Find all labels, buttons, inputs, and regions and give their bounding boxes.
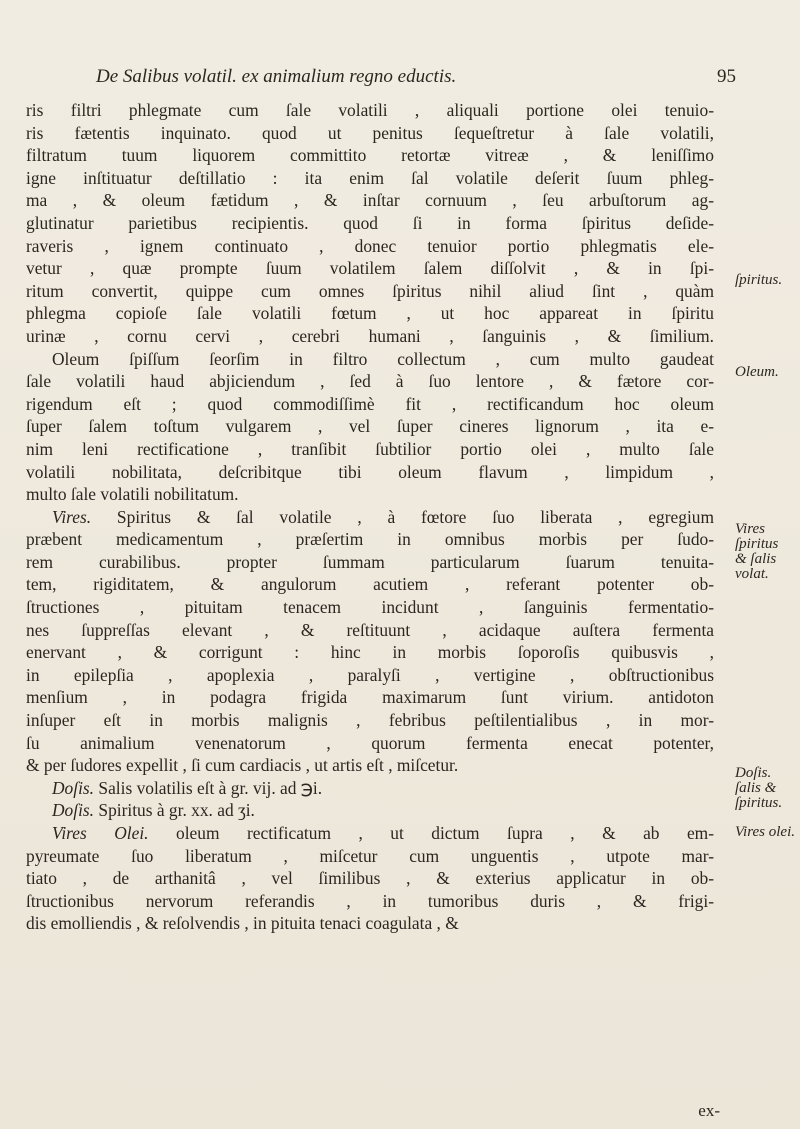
rubric-label: Doſis. — [52, 800, 95, 821]
text-line: in epilepſia , apoplexia , paralyſi , vertigine , obſtructionibus — [26, 664, 714, 685]
text-line: ris filtri phlegmate cum ſale volatili , aliquali portione olei tenuio- — [26, 100, 714, 120]
catchword: ex- — [698, 1101, 720, 1120]
page-number: 95 — [717, 66, 736, 87]
text-line: tem, rigiditatem, & angulorum acutiem , referant potenter ob- — [26, 574, 714, 595]
margin-note-spiritus: ſpiritus. — [735, 272, 783, 288]
text-line: phlegma copioſe ſale volatili fœtum , ut hoc appareat in ſpiritu — [26, 303, 714, 324]
text-line: Oleum ſpiſſum ſeorſim in filtro collectum , cum multo gaudeat — [52, 348, 714, 369]
text-line: ſu animalium venenatorum , quorum fermenta enecat potenter, — [26, 732, 714, 753]
text-line: ſtructionibus nervorum referandis , in tumoribus duris , & frigi- — [26, 890, 714, 911]
text-line: dis emolliendis , & reſolvendis , in pituita tenaci coagulata , & — [26, 913, 459, 934]
text-line: ſtructiones , pituitam tenacem incidunt , ſanguinis fermentatio- — [26, 597, 714, 618]
text-line: ſuper ſalem toſtum vulgarem , vel ſuper cineres lignorum , ita e- — [26, 416, 714, 437]
margin-note-vires-olei: Vires olei. — [735, 824, 795, 840]
text-line: tiato , de arthanitâ , vel ſimilibus , & exterius applicatur in ob- — [26, 868, 714, 889]
text-line: raveris , ignem continuato , donec tenuior portio phlegmatis ele- — [26, 235, 714, 256]
text-line: igne inſtituatur deſtillatio : ita enim ſal volatile deſerit ſuum phleg- — [26, 167, 714, 188]
margin-note-vires-spiritus: Vires ſpiritus & ſalis volat. — [735, 521, 779, 582]
running-title: De Salibus volatil. ex animalium regno eductis. — [96, 66, 457, 87]
text-line: nes ſuppreſſas elevant , & reſtituunt , acidaque auſtera fermenta — [26, 619, 714, 640]
text-line: vetur , quæ prompte ſuum volatilem ſalem diſſolvit , & in ſpi- — [26, 258, 714, 279]
text-line: rem curabilibus. propter ſummam particularum ſuarum tenuita- — [26, 551, 714, 572]
rubric-label: Vires Olei. — [52, 823, 149, 843]
text-line: urinæ , cornu cervi , cerebri humani , ſanguinis , & ſimilium. — [26, 325, 714, 346]
text-line: Doſis. Salis volatilis eſt à gr. vij. ad ℈i. — [52, 777, 323, 798]
body-text — [26, 99, 714, 935]
text-line: ris fætentis inquinato. quod ut penitus ſequeſtretur à ſale volatili, — [26, 122, 714, 143]
text-line: Doſis. Spiritus à gr. xx. ad ʒi. — [52, 800, 255, 821]
text-line: rigendum eſt ; quod commodiſſimè fit , rectificandum hoc oleum — [26, 393, 714, 414]
text-line: ritum convertit, quippe cum omnes ſpiritus nihil aliud ſint , quàm — [26, 280, 714, 301]
text-line: ma , & oleum fætidum , & inſtar cornuum , ſeu arbuſtorum ag- — [26, 190, 714, 211]
margin-note-oleum: Oleum. — [735, 364, 779, 380]
text-line: multo ſale volatili nobilitatum. — [26, 484, 239, 505]
text-line: inſuper eſt in morbis malignis , febribus peſtilentialibus , in mor- — [26, 710, 714, 731]
margin-note-dosis: Doſis. ſalis & ſpiritus. — [735, 765, 783, 811]
text-line: Vires. Spiritus & ſal volatile , à fœtore ſuo liberata , egregium — [52, 506, 714, 527]
text-line: menſium , in podagra frigida maximarum ſunt virium. antidoton — [26, 687, 714, 708]
text-line: præbent medicamentum , præſertim in omnibus morbis per ſudo- — [26, 529, 714, 550]
text-line: pyreumate ſuo liberatum , miſcetur cum unguentis , utpote mar- — [26, 845, 714, 866]
text-line: Vires Olei. oleum rectificatum , ut dictum ſupra , & ab em- — [52, 823, 714, 843]
text-line: ſale volatili haud abjiciendum , ſed à ſuo lentore , & fætore cor- — [26, 371, 714, 392]
text-line: volatili nobilitata, deſcribitque tibi oleum flavum , limpidum , — [26, 461, 714, 482]
text-line: nim leni rectificatione , tranſibit ſubtilior portio olei , multo ſale — [26, 438, 714, 459]
rubric-label: Doſis. — [52, 777, 95, 798]
text-line: filtratum tuum liquorem committito retortæ vitreæ , & leniſſimo — [26, 145, 714, 166]
text-line: enervant , & corrigunt : hinc in morbis ſoporoſis quibusvis , — [26, 642, 714, 663]
text-line: & per ſudores expellit , ſi cum cardiacis , ut artis eſt , miſcetur. — [26, 755, 459, 776]
text-line: glutinatur parietibus recipientis. quod ſi in forma ſpiritus deſide- — [26, 212, 714, 233]
rubric-label: Vires. — [52, 506, 92, 527]
